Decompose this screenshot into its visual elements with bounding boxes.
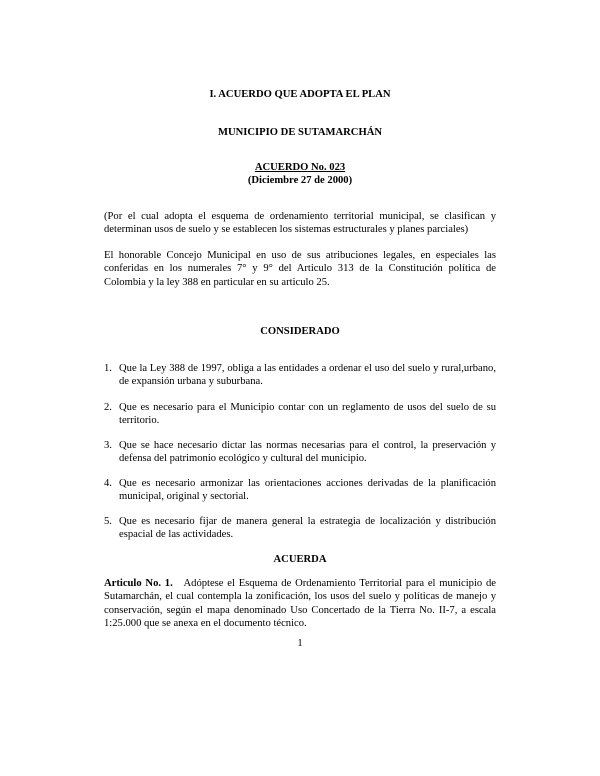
- acuerdo-number: ACUERDO No. 023: [254, 162, 346, 173]
- articulo-text: Adóptese el Esquema de Ordenamiento Territorial para el municipio de Sutamarchán, el cual contempla la zonificación, los usos del suelo y políticas de manejo y conservación, según el mapa denominado Uso Concertado de la Tierra No. II-7, a escala 1:25.000 que se anexa en el documento técnico.: [104, 578, 496, 629]
- considerando-item-4: [104, 477, 496, 504]
- acuerda-title: ACUERDA: [273, 554, 327, 565]
- considerado-title: CONSIDERADO: [260, 326, 340, 337]
- considerando-number: 3.: [104, 440, 112, 451]
- considerando-text: Que se hace necesario dictar las normas necesarias para el control, la preservación y defensa del patrimonio ecológico y cultural del municipio.: [119, 440, 496, 465]
- considerando-text: Que es necesario fijar de manera general la estrategia de localización y distribución espacial de las actividades.: [119, 516, 496, 541]
- considerando-item-1: [104, 362, 496, 389]
- considerando-number: 2.: [104, 402, 112, 413]
- articulo-label: Articulo No. 1.: [104, 578, 173, 589]
- considerando-number: 4.: [104, 478, 112, 489]
- considerando-text: Que es necesario para el Municipio contar con un reglamento de usos del suelo de su territorio.: [119, 402, 496, 427]
- considerando-item-3: [104, 439, 496, 466]
- heading-acuerdo-plan: I. ACUERDO QUE ADOPTA EL PLAN: [209, 89, 391, 100]
- acuerdo-date: (Diciembre 27 de 2000): [247, 175, 353, 186]
- considerando-item-2: [104, 401, 496, 428]
- concejo-paragraph: El honorable Concejo Municipal en uso de sus atribuciones legales, en especiales las conferidas en los numerales 7° y 9° del Articulo 313 de la Constitución política de Colombia y la ley 388 en particular en su articulo 25.: [104, 250, 496, 288]
- page-number: 1: [297, 638, 303, 649]
- intro-paragraph: (Por el cual adopta el esquema de ordenamiento territorial municipal, se clasifican y determinan usos de suelo y se establecen los sistemas estructurales y planes parciales): [104, 211, 496, 236]
- considerando-text: Que la Ley 388 de 1997, obliga a las entidades a ordenar el uso del suelo y rural,urbano, de expansión urbana y suburbana.: [119, 363, 496, 388]
- considerando-text: Que es necesario armonizar las orientaciones acciones derivadas de la planificación municipal, original y sectorial.: [119, 478, 496, 503]
- articulo-1-paragraph: [104, 577, 496, 630]
- considerando-item-5: [104, 515, 496, 542]
- considerando-number: 1.: [104, 363, 112, 374]
- heading-municipio: MUNICIPIO DE SUTAMARCHÁN: [217, 127, 382, 138]
- considerando-number: 5.: [104, 516, 112, 527]
